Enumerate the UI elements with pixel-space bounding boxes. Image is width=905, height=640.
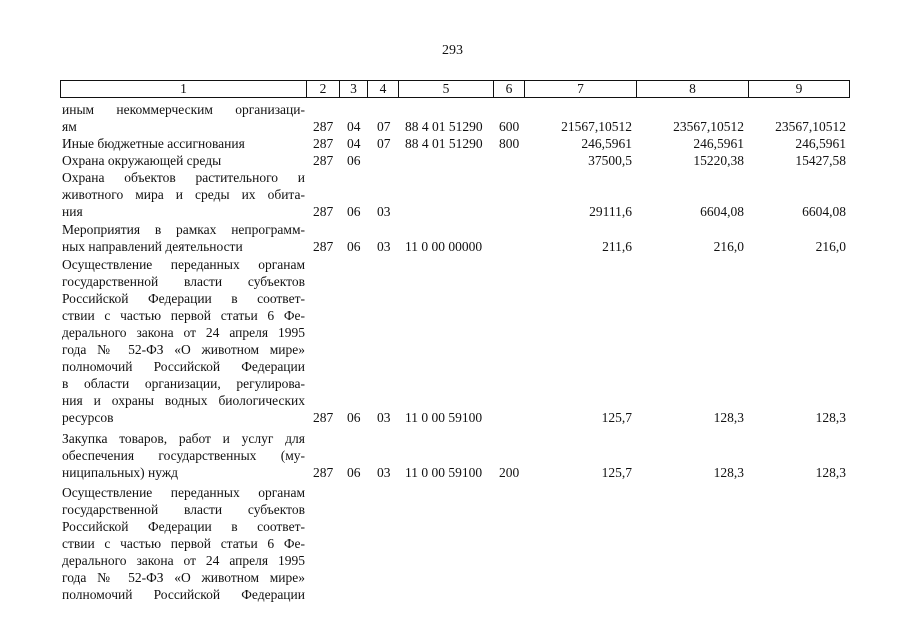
admin-code: 287 bbox=[313, 136, 334, 151]
section-code: 04 bbox=[347, 119, 361, 134]
amount-col-7: 21567,10512 bbox=[561, 119, 632, 134]
header-cell-8: 8 bbox=[636, 81, 748, 97]
description-line: Охрана окружающей среды bbox=[62, 153, 222, 168]
amount-col-8: 6604,08 bbox=[700, 204, 744, 219]
admin-code: 287 bbox=[313, 153, 334, 168]
amount-col-7: 125,7 bbox=[601, 410, 632, 425]
row-description bbox=[62, 169, 305, 220]
admin-code: 287 bbox=[313, 119, 334, 134]
description-line: Мероприятия в рамках непрограмм- bbox=[62, 222, 305, 237]
amount-col-7: 37500,5 bbox=[588, 153, 632, 168]
description-line: ниципальных) нужд bbox=[62, 465, 179, 480]
amount-col-7: 246,5961 bbox=[581, 136, 632, 151]
amount-col-9: 216,0 bbox=[815, 239, 846, 254]
description-line: ных направлений деятельности bbox=[62, 239, 243, 254]
subsection-code: 03 bbox=[377, 465, 391, 480]
description-line: ресурсов bbox=[62, 410, 114, 425]
description-line: дерального закона от 24 апреля 1995 bbox=[62, 325, 305, 340]
admin-code: 287 bbox=[313, 239, 334, 254]
admin-code: 287 bbox=[313, 410, 334, 425]
amount-col-9: 23567,10512 bbox=[775, 119, 846, 134]
section-code: 04 bbox=[347, 136, 361, 151]
amount-col-8: 128,3 bbox=[713, 465, 744, 480]
subsection-code: 03 bbox=[377, 239, 391, 254]
amount-col-8: 15220,38 bbox=[693, 153, 744, 168]
subsection-code: 07 bbox=[377, 119, 391, 134]
description-line: года № 52-ФЗ «О животном мире» bbox=[62, 570, 305, 585]
amount-col-9: 15427,58 bbox=[795, 153, 846, 168]
description-line: государственной власти субъектов bbox=[62, 274, 305, 289]
description-line: государственной власти субъектов bbox=[62, 502, 305, 517]
description-line: ния bbox=[62, 204, 83, 219]
expense-type: 600 bbox=[499, 119, 520, 134]
header-cell-1: 1 bbox=[180, 81, 187, 96]
amount-col-8: 23567,10512 bbox=[673, 119, 744, 134]
amount-col-8: 216,0 bbox=[713, 239, 744, 254]
description-line: дерального закона от 24 апреля 1995 bbox=[62, 553, 305, 568]
description-line: иным некоммерческим организаци- bbox=[62, 102, 305, 117]
subsection-code: 07 bbox=[377, 136, 391, 151]
admin-code: 287 bbox=[313, 465, 334, 480]
row-description bbox=[62, 484, 305, 603]
description-line: Иные бюджетные ассигнования bbox=[62, 136, 245, 151]
header-cell-2: 2 bbox=[306, 81, 339, 97]
description-line: Российской Федерации в соответ- bbox=[62, 519, 305, 534]
description-line: обеспечения государственных (му- bbox=[62, 448, 305, 463]
row-description bbox=[62, 430, 305, 481]
target-code: 88 4 01 51290 bbox=[405, 119, 483, 134]
expense-type: 200 bbox=[499, 465, 520, 480]
row-description bbox=[62, 152, 305, 169]
amount-col-7: 29111,6 bbox=[589, 204, 632, 219]
section-code: 06 bbox=[347, 153, 361, 168]
amount-col-7: 211,6 bbox=[602, 239, 632, 254]
header-cell-3: 3 bbox=[339, 81, 367, 97]
header-cell-7: 7 bbox=[524, 81, 636, 97]
header-cell-5: 5 bbox=[398, 81, 493, 97]
amount-col-8: 246,5961 bbox=[693, 136, 744, 151]
amount-col-7: 125,7 bbox=[601, 465, 632, 480]
header-cell-4: 4 bbox=[367, 81, 398, 97]
description-line: полномочий Российской Федерации bbox=[62, 359, 305, 374]
row-description bbox=[62, 101, 305, 135]
description-line: ствии с частью первой статьи 6 Фе- bbox=[62, 308, 305, 323]
amount-col-8: 128,3 bbox=[713, 410, 744, 425]
amount-col-9: 246,5961 bbox=[795, 136, 846, 151]
amount-col-9: 128,3 bbox=[815, 465, 846, 480]
description-line: Закупка товаров, работ и услуг для bbox=[62, 431, 305, 446]
row-description bbox=[62, 256, 305, 426]
description-line: полномочий Российской Федерации bbox=[62, 587, 305, 602]
target-code: 11 0 00 00000 bbox=[405, 239, 483, 254]
target-code: 11 0 00 59100 bbox=[405, 410, 483, 425]
admin-code: 287 bbox=[313, 204, 334, 219]
subsection-code: 03 bbox=[377, 204, 391, 219]
section-code: 06 bbox=[347, 239, 361, 254]
description-line: Охрана объектов растительного и bbox=[62, 170, 305, 185]
description-line: ния и охраны водных биологических bbox=[62, 393, 305, 408]
target-code: 88 4 01 51290 bbox=[405, 136, 483, 151]
target-code: 11 0 00 59100 bbox=[405, 465, 483, 480]
section-code: 06 bbox=[347, 204, 361, 219]
section-code: 06 bbox=[347, 465, 361, 480]
row-description bbox=[62, 135, 305, 152]
section-code: 06 bbox=[347, 410, 361, 425]
header-cell-6: 6 bbox=[493, 81, 524, 97]
description-line: Российской Федерации в соответ- bbox=[62, 291, 305, 306]
subsection-code: 03 bbox=[377, 410, 391, 425]
description-line: ям bbox=[62, 119, 77, 134]
description-line: Осуществление переданных органам bbox=[62, 257, 305, 272]
amount-col-9: 6604,08 bbox=[802, 204, 846, 219]
description-line: Осуществление переданных органам bbox=[62, 485, 305, 500]
table-header bbox=[60, 80, 850, 98]
page-number: 293 bbox=[442, 43, 463, 58]
row-description bbox=[62, 221, 305, 255]
description-line: животного мира и среды их обита- bbox=[62, 187, 305, 202]
description-line: года № 52-ФЗ «О животном мире» bbox=[62, 342, 305, 357]
expense-type: 800 bbox=[499, 136, 520, 151]
description-line: ствии с частью первой статьи 6 Фе- bbox=[62, 536, 305, 551]
header-cell-9: 9 bbox=[748, 81, 849, 97]
amount-col-9: 128,3 bbox=[815, 410, 846, 425]
description-line: в области организации, регулирова- bbox=[62, 376, 305, 391]
